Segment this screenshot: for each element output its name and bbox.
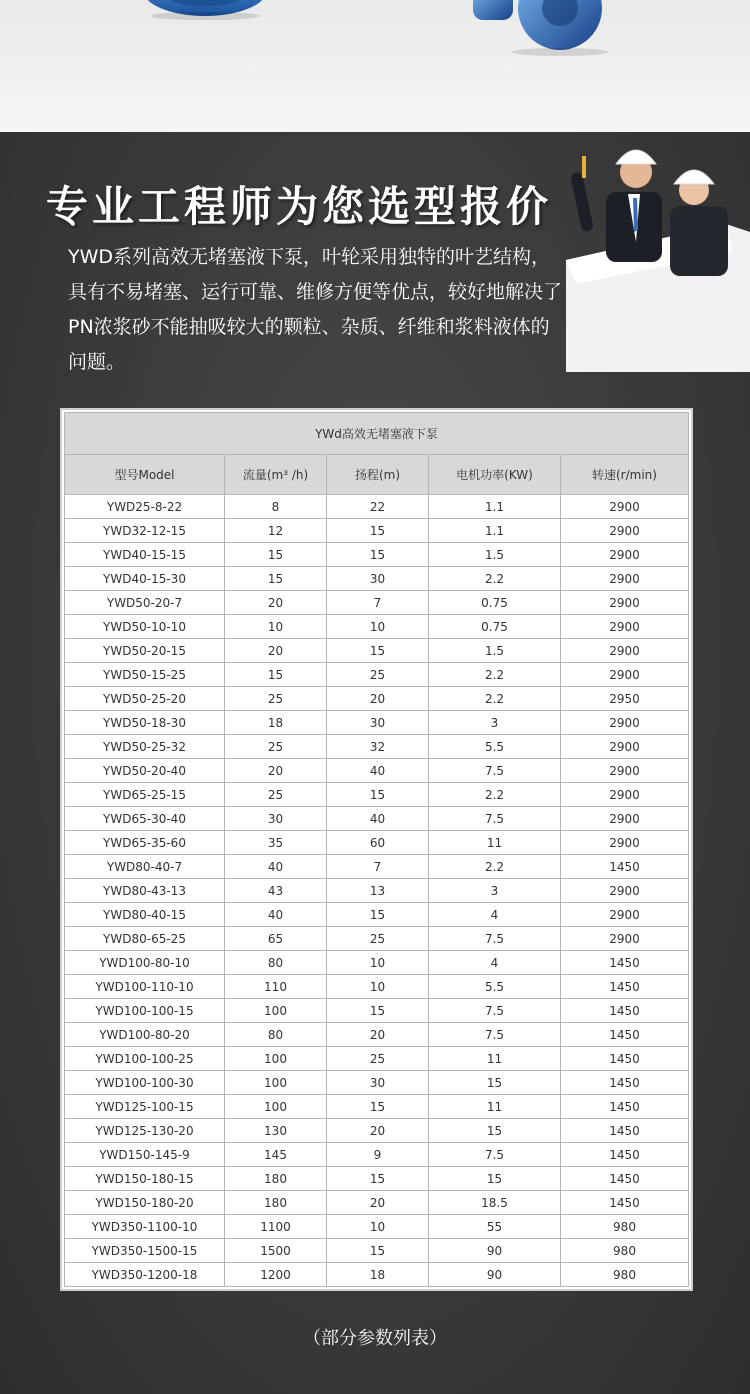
table-row bbox=[65, 567, 689, 591]
column-header: 电机功率(KW) bbox=[429, 455, 561, 495]
table-cell: 145 bbox=[225, 1143, 327, 1167]
table-cell: 40 bbox=[225, 855, 327, 879]
table-cell: YWD80-43-13 bbox=[65, 879, 225, 903]
table-cell: 7.5 bbox=[429, 807, 561, 831]
table-cell: 2900 bbox=[561, 807, 689, 831]
table-cell: 7.5 bbox=[429, 1143, 561, 1167]
table-cell: YWD50-20-40 bbox=[65, 759, 225, 783]
table-cell: 15 bbox=[327, 543, 429, 567]
table-row bbox=[65, 1191, 689, 1215]
table-cell: 4 bbox=[429, 951, 561, 975]
table-cell: 25 bbox=[327, 663, 429, 687]
table-cell: YWD40-15-15 bbox=[65, 543, 225, 567]
table-cell: 1.1 bbox=[429, 495, 561, 519]
table-cell: 1450 bbox=[561, 1047, 689, 1071]
table-row bbox=[65, 663, 689, 687]
table-cell: 15 bbox=[225, 663, 327, 687]
table-cell: 15 bbox=[225, 543, 327, 567]
table-header-row bbox=[65, 455, 689, 495]
table-cell: 15 bbox=[327, 999, 429, 1023]
table-cell: 10 bbox=[327, 1215, 429, 1239]
table-cell: 1.5 bbox=[429, 543, 561, 567]
table-cell: 25 bbox=[225, 735, 327, 759]
table-row bbox=[65, 855, 689, 879]
table-row bbox=[65, 711, 689, 735]
table-cell: 40 bbox=[327, 807, 429, 831]
table-cell: 2900 bbox=[561, 903, 689, 927]
table-cell: 180 bbox=[225, 1167, 327, 1191]
table-cell: YWD65-25-15 bbox=[65, 783, 225, 807]
table-row bbox=[65, 1263, 689, 1287]
table-cell: 30 bbox=[327, 567, 429, 591]
table-row bbox=[65, 591, 689, 615]
table-footnote: （部分参数列表） bbox=[303, 1328, 447, 1349]
table-cell: 10 bbox=[327, 615, 429, 639]
table-row bbox=[65, 903, 689, 927]
table-cell: 15 bbox=[429, 1167, 561, 1191]
table-cell: 80 bbox=[225, 951, 327, 975]
table-row bbox=[65, 1095, 689, 1119]
table-cell: 15 bbox=[225, 567, 327, 591]
table-cell: 18 bbox=[225, 711, 327, 735]
table-cell: YWD50-25-32 bbox=[65, 735, 225, 759]
table-cell: 3 bbox=[429, 879, 561, 903]
table-cell: 10 bbox=[225, 615, 327, 639]
table-cell: 2900 bbox=[561, 663, 689, 687]
product-intro: YWD系列高效无堵塞液下泵，叶轮采用独特的叶艺结构，具有不易堵塞、运行可靠、维修方便等优点，较好地解决了PN浓浆砂不能抽吸较大的颗粒、杂质、纤维和浆料液体的问题。 bbox=[68, 246, 563, 373]
table-cell: 11 bbox=[429, 831, 561, 855]
column-header: 扬程(m) bbox=[327, 455, 429, 495]
table-cell: 1500 bbox=[225, 1239, 327, 1263]
table-cell: 5.5 bbox=[429, 735, 561, 759]
table-row bbox=[65, 1167, 689, 1191]
table-cell: 1450 bbox=[561, 951, 689, 975]
table-cell: 5.5 bbox=[429, 975, 561, 999]
table-row bbox=[65, 1119, 689, 1143]
table-row bbox=[65, 735, 689, 759]
table-cell: YWD350-1200-18 bbox=[65, 1263, 225, 1287]
table-row bbox=[65, 999, 689, 1023]
table-cell: 2950 bbox=[561, 687, 689, 711]
table-row bbox=[65, 1239, 689, 1263]
table-row bbox=[65, 495, 689, 519]
table-row bbox=[65, 951, 689, 975]
table-cell: 2900 bbox=[561, 591, 689, 615]
table-row bbox=[65, 543, 689, 567]
table-cell: YWD50-25-20 bbox=[65, 687, 225, 711]
column-header: 转速(r/min) bbox=[561, 455, 689, 495]
pump-photo-left bbox=[130, 0, 280, 22]
table-cell: 2900 bbox=[561, 639, 689, 663]
table-cell: YWD350-1100-10 bbox=[65, 1215, 225, 1239]
table-row bbox=[65, 927, 689, 951]
table-cell: 2900 bbox=[561, 711, 689, 735]
table-cell: 15 bbox=[327, 783, 429, 807]
table-cell: 25 bbox=[327, 1047, 429, 1071]
column-header: 型号Model bbox=[65, 455, 225, 495]
table-cell: 7 bbox=[327, 855, 429, 879]
table-cell: YWD50-10-10 bbox=[65, 615, 225, 639]
table-cell: 2.2 bbox=[429, 567, 561, 591]
table-cell: YWD65-35-60 bbox=[65, 831, 225, 855]
table-cell: 1450 bbox=[561, 999, 689, 1023]
table-cell: 25 bbox=[225, 783, 327, 807]
table-cell: 1450 bbox=[561, 1119, 689, 1143]
table-row bbox=[65, 807, 689, 831]
table-cell: 7.5 bbox=[429, 1023, 561, 1047]
table-cell: 1450 bbox=[561, 1167, 689, 1191]
table-cell: YWD100-80-10 bbox=[65, 951, 225, 975]
table-cell: 7 bbox=[327, 591, 429, 615]
table-cell: YWD100-100-25 bbox=[65, 1047, 225, 1071]
table-row bbox=[65, 975, 689, 999]
table-cell: YWD100-80-20 bbox=[65, 1023, 225, 1047]
table-cell: 15 bbox=[327, 903, 429, 927]
table-cell: 30 bbox=[327, 1071, 429, 1095]
table-cell: YWD80-65-25 bbox=[65, 927, 225, 951]
table-cell: 2.2 bbox=[429, 783, 561, 807]
table-row bbox=[65, 783, 689, 807]
table-cell: YWD50-18-30 bbox=[65, 711, 225, 735]
table-cell: 2900 bbox=[561, 615, 689, 639]
table-row bbox=[65, 1023, 689, 1047]
table-row bbox=[65, 687, 689, 711]
table-cell: 2900 bbox=[561, 831, 689, 855]
table-cell: 15 bbox=[327, 1095, 429, 1119]
table-cell: 980 bbox=[561, 1215, 689, 1239]
table-row bbox=[65, 519, 689, 543]
product-photo-strip bbox=[0, 0, 750, 132]
table-cell: YWD150-180-15 bbox=[65, 1167, 225, 1191]
table-cell: 1450 bbox=[561, 1071, 689, 1095]
section-headline: 专业工程师为您选型报价 bbox=[46, 182, 553, 231]
table-cell: 7.5 bbox=[429, 927, 561, 951]
table-cell: 9 bbox=[327, 1143, 429, 1167]
table-cell: 2.2 bbox=[429, 687, 561, 711]
table-row bbox=[65, 759, 689, 783]
table-cell: 1450 bbox=[561, 855, 689, 879]
table-cell: YWD80-40-7 bbox=[65, 855, 225, 879]
table-cell: 90 bbox=[429, 1263, 561, 1287]
table-cell: 0.75 bbox=[429, 591, 561, 615]
table-cell: 0.75 bbox=[429, 615, 561, 639]
table-cell: 7.5 bbox=[429, 759, 561, 783]
table-cell: 15 bbox=[327, 639, 429, 663]
table-cell: 15 bbox=[429, 1119, 561, 1143]
table-cell: 18.5 bbox=[429, 1191, 561, 1215]
table-row bbox=[65, 1215, 689, 1239]
table-cell: 130 bbox=[225, 1119, 327, 1143]
table-cell: 20 bbox=[225, 759, 327, 783]
table-cell: 2900 bbox=[561, 783, 689, 807]
table-cell: 2900 bbox=[561, 759, 689, 783]
table-cell: 1.5 bbox=[429, 639, 561, 663]
table-cell: 11 bbox=[429, 1047, 561, 1071]
table-cell: 2900 bbox=[561, 735, 689, 759]
table-cell: YWD32-12-15 bbox=[65, 519, 225, 543]
table-cell: YWD150-180-20 bbox=[65, 1191, 225, 1215]
table-cell: 2900 bbox=[561, 543, 689, 567]
table-cell: 22 bbox=[327, 495, 429, 519]
table-cell: 11 bbox=[429, 1095, 561, 1119]
table-cell: 10 bbox=[327, 975, 429, 999]
table-cell: YWD50-20-7 bbox=[65, 591, 225, 615]
table-cell: 4 bbox=[429, 903, 561, 927]
table-cell: YWD350-1500-15 bbox=[65, 1239, 225, 1263]
table-cell: 80 bbox=[225, 1023, 327, 1047]
table-cell: YWD100-110-10 bbox=[65, 975, 225, 999]
table-row bbox=[65, 1047, 689, 1071]
engineers-illustration bbox=[566, 132, 750, 372]
table-cell: 30 bbox=[327, 711, 429, 735]
table-cell: 2900 bbox=[561, 567, 689, 591]
table-cell: 1200 bbox=[225, 1263, 327, 1287]
table-cell: 980 bbox=[561, 1263, 689, 1287]
table-cell: 1450 bbox=[561, 1095, 689, 1119]
spec-table bbox=[64, 412, 689, 1287]
table-row bbox=[65, 831, 689, 855]
selection-section bbox=[0, 132, 750, 1394]
table-cell: 1450 bbox=[561, 1023, 689, 1047]
table-cell: 30 bbox=[225, 807, 327, 831]
table-cell: 100 bbox=[225, 1071, 327, 1095]
table-cell: 20 bbox=[225, 639, 327, 663]
table-cell: 2.2 bbox=[429, 855, 561, 879]
table-cell: 20 bbox=[327, 1119, 429, 1143]
table-cell: YWD125-100-15 bbox=[65, 1095, 225, 1119]
pump-photo-right bbox=[465, 0, 615, 60]
table-cell: 3 bbox=[429, 711, 561, 735]
table-cell: 7.5 bbox=[429, 999, 561, 1023]
table-cell: 2900 bbox=[561, 927, 689, 951]
table-cell: 10 bbox=[327, 951, 429, 975]
table-row bbox=[65, 639, 689, 663]
table-cell: 1450 bbox=[561, 1191, 689, 1215]
table-cell: 20 bbox=[327, 1023, 429, 1047]
table-cell: 110 bbox=[225, 975, 327, 999]
table-row bbox=[65, 615, 689, 639]
table-cell: 18 bbox=[327, 1263, 429, 1287]
table-cell: 15 bbox=[327, 1239, 429, 1263]
table-cell: 2900 bbox=[561, 495, 689, 519]
table-cell: 15 bbox=[327, 1167, 429, 1191]
table-cell: 43 bbox=[225, 879, 327, 903]
table-row bbox=[65, 1071, 689, 1095]
table-cell: YWD50-15-25 bbox=[65, 663, 225, 687]
table-cell: 20 bbox=[327, 687, 429, 711]
table-cell: 1100 bbox=[225, 1215, 327, 1239]
table-cell: 15 bbox=[429, 1071, 561, 1095]
table-cell: 40 bbox=[225, 903, 327, 927]
table-cell: 65 bbox=[225, 927, 327, 951]
table-cell: 60 bbox=[327, 831, 429, 855]
table-cell: YWD100-100-15 bbox=[65, 999, 225, 1023]
table-cell: YWD50-20-15 bbox=[65, 639, 225, 663]
table-row bbox=[65, 879, 689, 903]
table-cell: 100 bbox=[225, 999, 327, 1023]
table-cell: 1450 bbox=[561, 975, 689, 999]
table-cell: 100 bbox=[225, 1047, 327, 1071]
table-cell: 2900 bbox=[561, 519, 689, 543]
table-row bbox=[65, 1143, 689, 1167]
table-cell: 15 bbox=[327, 519, 429, 543]
table-cell: YWD25-8-22 bbox=[65, 495, 225, 519]
table-cell: 2900 bbox=[561, 879, 689, 903]
table-cell: 13 bbox=[327, 879, 429, 903]
table-cell: 25 bbox=[225, 687, 327, 711]
table-cell: YWD100-100-30 bbox=[65, 1071, 225, 1095]
table-caption: YWd高效无堵塞液下泵 bbox=[65, 413, 689, 455]
table-cell: 2.2 bbox=[429, 663, 561, 687]
table-cell: 35 bbox=[225, 831, 327, 855]
table-cell: 1.1 bbox=[429, 519, 561, 543]
table-cell: 100 bbox=[225, 1095, 327, 1119]
table-cell: 180 bbox=[225, 1191, 327, 1215]
table-cell: 20 bbox=[225, 591, 327, 615]
table-cell: 20 bbox=[327, 1191, 429, 1215]
table-cell: 90 bbox=[429, 1239, 561, 1263]
table-cell: 8 bbox=[225, 495, 327, 519]
table-cell: YWD40-15-30 bbox=[65, 567, 225, 591]
table-cell: YWD125-130-20 bbox=[65, 1119, 225, 1143]
table-cell: 25 bbox=[327, 927, 429, 951]
table-cell: 980 bbox=[561, 1239, 689, 1263]
table-cell: 32 bbox=[327, 735, 429, 759]
table-cell: YWD80-40-15 bbox=[65, 903, 225, 927]
table-cell: 12 bbox=[225, 519, 327, 543]
spec-table-container bbox=[60, 408, 693, 1291]
table-cell: 40 bbox=[327, 759, 429, 783]
table-body bbox=[65, 495, 689, 1287]
table-cell: YWD150-145-9 bbox=[65, 1143, 225, 1167]
table-cell: YWD65-30-40 bbox=[65, 807, 225, 831]
table-cell: 1450 bbox=[561, 1143, 689, 1167]
column-header: 流量(m³ /h) bbox=[225, 455, 327, 495]
table-cell: 55 bbox=[429, 1215, 561, 1239]
